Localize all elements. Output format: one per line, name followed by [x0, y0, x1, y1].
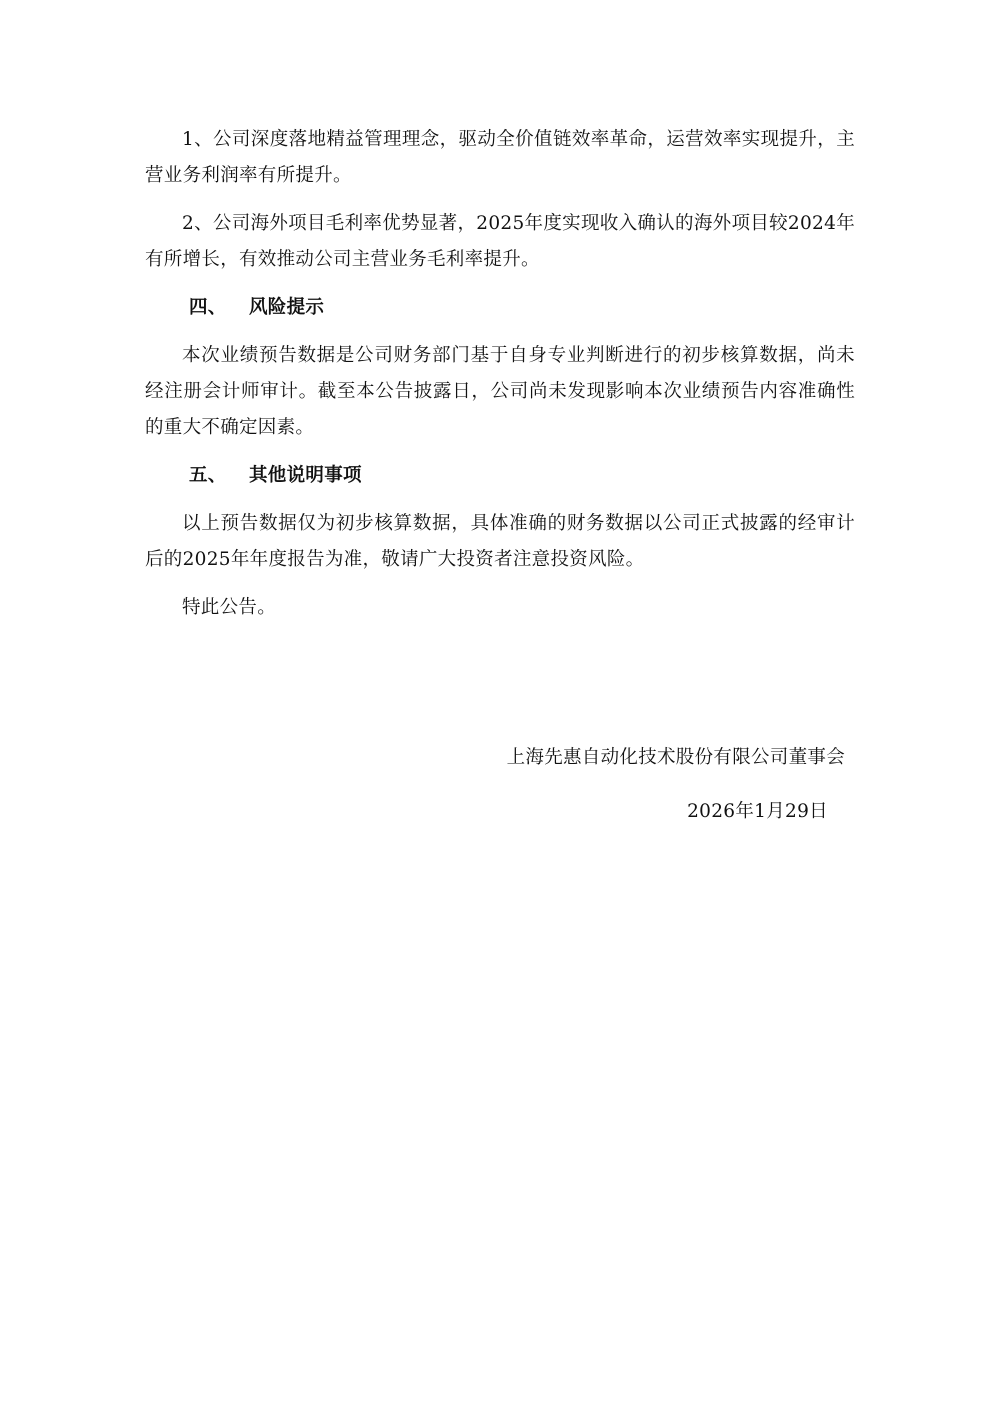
section-5-title: 其他说明事项 — [249, 465, 362, 486]
signature-date: 2026年1月29日 — [687, 801, 828, 822]
section-5-body: 以上预告数据仅为初步核算数据，具体准确的财务数据以公司正式披露的经审计后的2025年年度报告为准，敬请广大投资者注意投资风险。 — [145, 513, 855, 570]
section-4-heading — [145, 290, 855, 326]
section-5-number: 五、 — [189, 465, 227, 486]
paragraph-1: 1、公司深度落地精益管理理念，驱动全价值链效率革命，运营效率实现提升，主营业务利润率有所提升。 — [145, 129, 855, 186]
section-5-heading — [145, 458, 855, 494]
document-body — [145, 122, 855, 638]
section-4-body: 本次业绩预告数据是公司财务部门基于自身专业判断进行的初步核算数据，尚未经注册会计师审计。截至本公告披露日，公司尚未发现影响本次业绩预告内容准确性的重大不确定因素。 — [145, 345, 855, 438]
closing-text: 特此公告。 — [182, 597, 277, 618]
section-4-number: 四、 — [189, 297, 227, 318]
paragraph-2: 2、公司海外项目毛利率优势显著，2025年度实现收入确认的海外项目较2024年有所增长，有效推动公司主营业务毛利率提升。 — [145, 213, 855, 270]
section-4-title: 风险提示 — [249, 297, 325, 318]
signature-board: 上海先惠自动化技术股份有限公司董事会 — [506, 747, 845, 768]
